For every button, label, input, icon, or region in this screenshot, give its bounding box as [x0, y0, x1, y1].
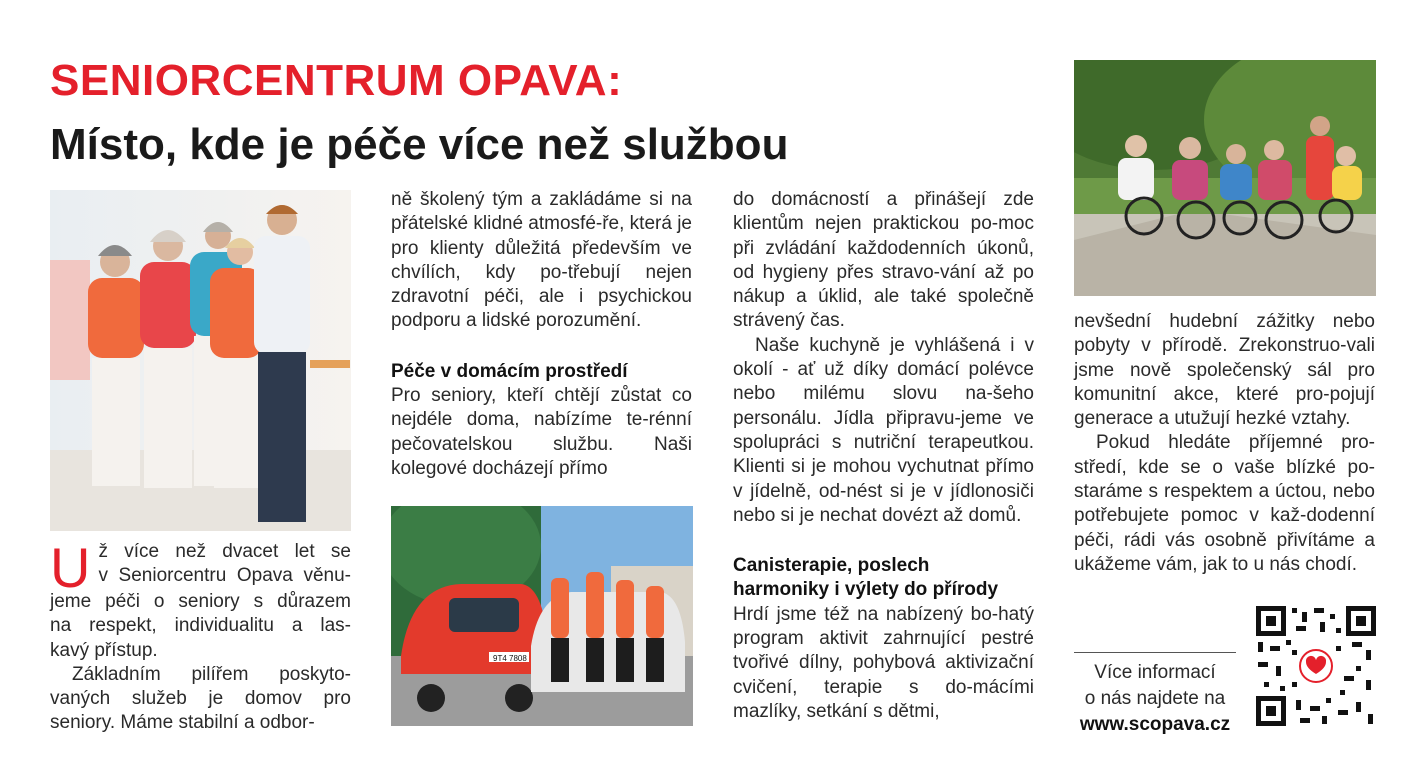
qr-code-icon[interactable] [1256, 606, 1376, 726]
garden-photo [1074, 60, 1376, 296]
body-paragraph: Naše kuchyně je vyhlášená i v okolí - ať už díky domácí polévce nebo milému slovu na-šeho personálu. Jídla připravu-jeme ve spolupráci s nutriční terapeutkou. Klienti si je mohou vychutnat přímo v jídelně, od-nést si je v jídlonosiči nebo si je nechat dovézt až domů. [733, 334, 1034, 526]
license-plate: 9T4 7808 [493, 654, 527, 663]
body-paragraph: Hrdí jsme též na nabízený bo-hatý program aktivit zahrnující pestré tvořivé dílny, pohybová aktivizační cvičení, terapie s do-mácími mazlíky, setkání s dětmi, [733, 603, 1034, 722]
body-paragraph: ně školený tým a zakládáme si na přátelské klidné atmosfé-ře, která je pro klienty důležitá především ve chvílích, kdy po-třebují nejen zdravotní péči, ale i psychickou podporu a lidské porozumění. [391, 189, 692, 332]
intro-line: v Seniorcentru Opava věnu- [98, 565, 351, 587]
body-paragraph: nevšední hudební zážitky nebo pobyty v přírodě. Zrekonstruo-vali jsme nově společenský sál pro komunitní akce, které pro-pojují generace a utužují hezké vztahy. [1074, 311, 1375, 430]
intro-line: na respekt, individualitu a las- [50, 615, 351, 637]
body-paragraph: do domácností a přinášejí zde klientům nejen praktickou po-moc při zvládání každodenních úkonů, od hygieny přes stravo-vání až po nákup a úklid, ale také společně strávený čas. [733, 189, 1034, 332]
intro-line: jeme péči o seniory s důrazem [50, 591, 351, 612]
body-paragraph: Pokud hledáte příjemné pro-středí, kde se o vaše blízké po-staráme s respektem a úctou, nebo potřebujete pomoc v kaž-dodenní péči, rádi vás osobně přivítáme a ukážeme vám, jak to u nás chodí. [1074, 432, 1375, 575]
staff-photo [50, 190, 351, 531]
body-paragraph: Pro seniory, kteří chtějí zůstat co nejdéle doma, nabízíme te-rénní pečovatelskou službu. Naši kolegové docházejí přímo [391, 385, 692, 479]
column-1 [50, 536, 351, 736]
info-line: Více informací [1094, 662, 1216, 683]
section-heading: harmoniky i výlety do přírody [733, 579, 999, 601]
car-photo [391, 506, 693, 726]
body-paragraph: Základním pilířem poskyto-vaných služeb je domov pro seniory. Máme stabilní a odbor- [50, 663, 351, 734]
intro-line: ž více než dvacet let se [98, 541, 351, 562]
drop-cap: U [50, 536, 91, 599]
column-4 [1074, 310, 1375, 577]
section-heading: Canisterapie, poslech [733, 555, 930, 577]
column-2 [391, 188, 692, 481]
website-link[interactable]: www.scopava.cz [1079, 714, 1231, 735]
headline-title: Místo, kde je péče více než službou [50, 120, 789, 169]
info-block [1066, 660, 1244, 738]
intro-line: kavý přístup. [50, 639, 158, 661]
headline-kicker: SENIORCENTRUM OPAVA: [50, 56, 623, 105]
column-3 [733, 188, 1034, 724]
section-heading: Péče v domácím prostředí [391, 360, 628, 382]
info-line: o nás najdete na [1084, 688, 1226, 709]
info-divider [1074, 652, 1236, 653]
